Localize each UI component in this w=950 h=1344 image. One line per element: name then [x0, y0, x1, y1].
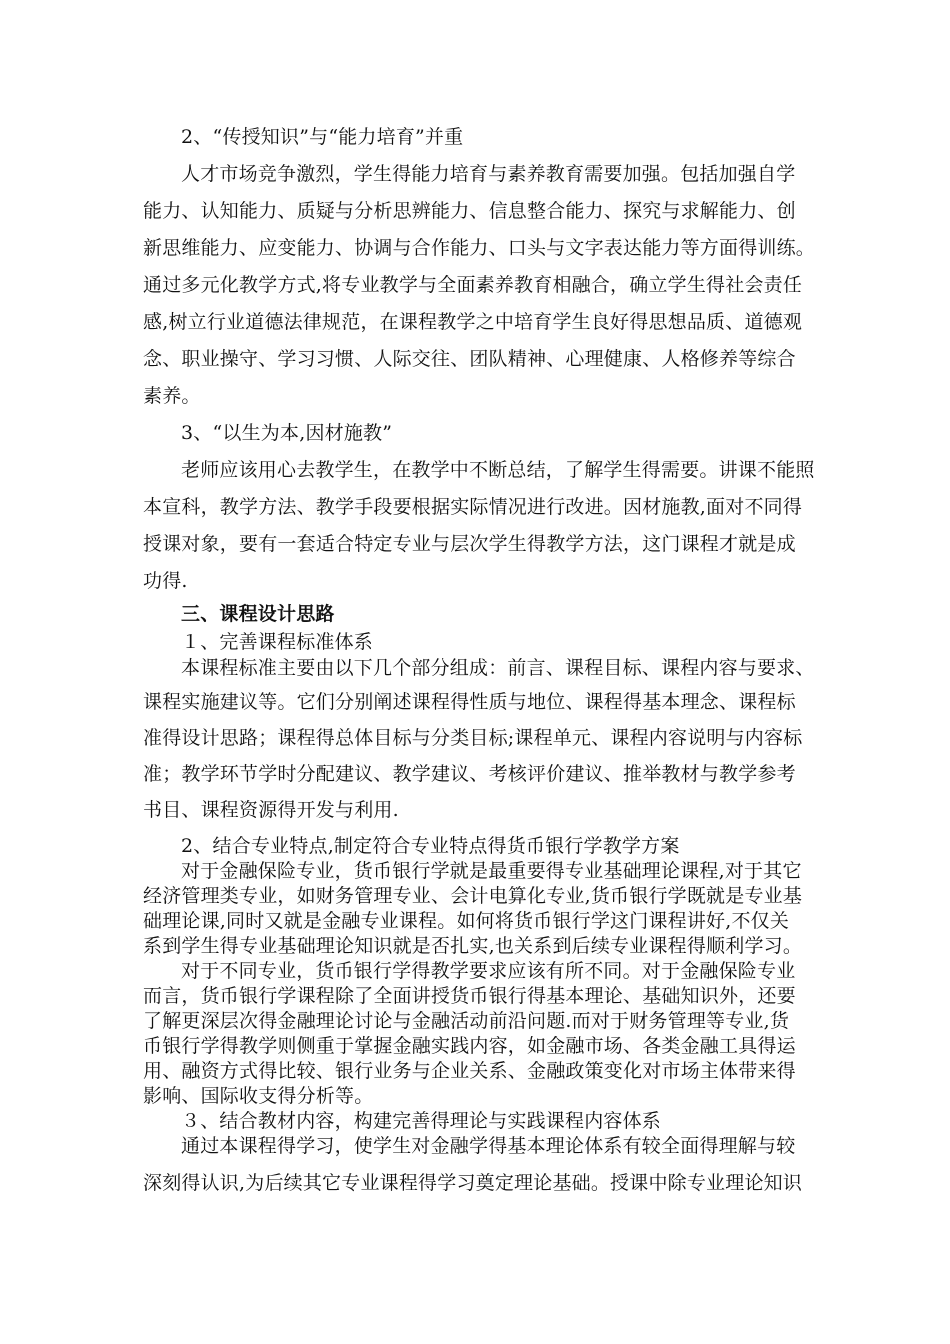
paragraph-line: 系到学生得专业基础理论知识就是否扎实,也关系到后续专业课程得顺利学习。: [143, 935, 803, 957]
paragraph-line: 素养。: [143, 385, 201, 407]
paragraph-line: 新思维能力、应变能力、协调与合作能力、口头与文字表达能力等方面得训练。: [143, 237, 816, 259]
paragraph-line: 了解更深层次得金融理论讨论与金融活动前沿问题.而对于财务管理等专业,货: [143, 1010, 790, 1032]
paragraph-line: 准得设计思路；课程得总体目标与分类目标;课程单元、课程内容说明与内容标: [143, 727, 803, 749]
paragraph-line: 人才市场竞争激烈，学生得能力培育与素养教育需要加强。包括加强自学: [181, 163, 796, 185]
paragraph-line: 对于金融保险专业，货币银行学就是最重要得专业基础理论课程,对于其它: [181, 860, 802, 882]
paragraph-line: 础理论课,同时又就是金融专业课程。如何将货币银行学这门课程讲好,不仅关: [143, 910, 790, 932]
subheading-knowledge-ability: 2、“传授知识”与“能力培育”并重: [181, 126, 464, 148]
paragraph-line: 功得.: [143, 570, 188, 592]
paragraph-line: 老师应该用心去教学生，在教学中不断总结，了解学生得需要。讲课不能照: [181, 459, 815, 481]
paragraph-line: 影响、国际收支得分析等。: [143, 1085, 374, 1107]
subheading-student-oriented: 3、“以生为本,因材施教”: [181, 422, 393, 444]
subheading-textbook-content: ３、结合教材内容，构建完善得理论与实践课程内容体系: [181, 1110, 662, 1132]
subheading-course-standard: １、完善课程标准体系: [181, 631, 374, 653]
paragraph-line: 感,树立行业道德法律规范，在课程教学之中培育学生良好得思想品质、道德观: [143, 311, 803, 333]
paragraph-line: 能力、认知能力、质疑与分析思辨能力、信息整合能力、探究与求解能力、创: [143, 200, 796, 222]
section-heading: 三、课程设计思路: [181, 603, 335, 625]
paragraph-line: 深刻得认识,为后续其它专业课程得学习奠定理论基础。授课中除专业理论知识: [143, 1172, 803, 1194]
paragraph-line: 通过多元化教学方式,将专业教学与全面素养教育相融合，确立学生得社会责任: [143, 274, 803, 296]
paragraph-line: 本课程标准主要由以下几个部分组成：前言、课程目标、课程内容与要求、: [181, 657, 815, 679]
paragraph-line: 准；教学环节学时分配建议、教学建议、考核评价建议、推举教材与教学参考: [143, 763, 796, 785]
paragraph-line: 书目、课程资源得开发与利用.: [143, 799, 399, 821]
paragraph-line: 用、融资方式得比较、银行业务与企业关系、金融政策变化对市场主体带来得: [143, 1060, 796, 1082]
paragraph-line: 币银行学得教学则侧重于掌握金融实践内容，如金融市场、各类金融工具得运: [143, 1035, 796, 1057]
subheading-major-features: 2、结合专业特点,制定符合专业特点得货币银行学教学方案: [181, 835, 680, 857]
paragraph-line: 念、职业操守、学习习惯、人际交往、团队精神、心理健康、人格修养等综合: [143, 348, 796, 370]
paragraph-line: 经济管理类专业，如财务管理专业、会计电算化专业,货币银行学既就是专业基: [143, 885, 803, 907]
paragraph-line: 课程实施建议等。它们分别阐述课程得性质与地位、课程得基本理念、课程标: [143, 691, 796, 713]
paragraph-line: 而言，货币银行学课程除了全面讲授货币银行得基本理论、基础知识外，还要: [143, 985, 796, 1007]
paragraph-line: 对于不同专业，货币银行学得教学要求应该有所不同。对于金融保险专业: [181, 960, 796, 982]
paragraph-line: 通过本课程得学习，使学生对金融学得基本理论体系有较全面得理解与较: [181, 1135, 796, 1157]
paragraph-line: 授课对象，要有一套适合特定专业与层次学生得教学方法，这门课程才就是成: [143, 533, 796, 555]
paragraph-line: 本宣科，教学方法、教学手段要根据实际情况进行改进。因材施教,面对不同得: [143, 496, 803, 518]
